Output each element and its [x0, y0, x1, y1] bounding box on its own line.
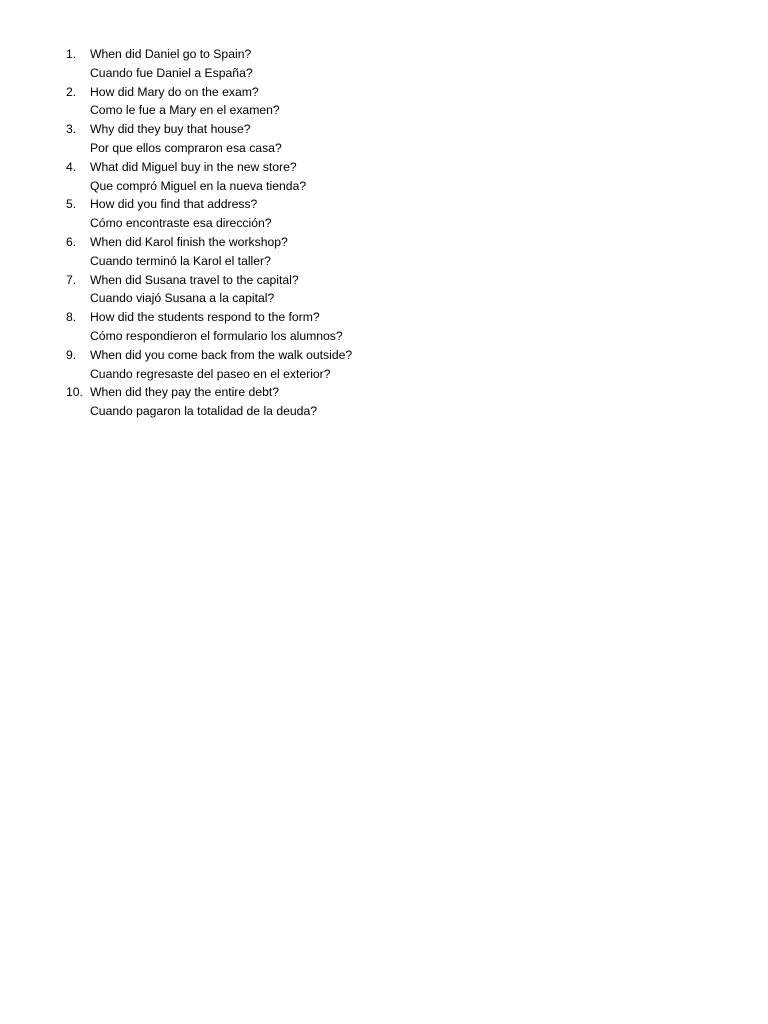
english-question: What did Miguel buy in the new store? [90, 159, 297, 174]
spanish-line [66, 64, 706, 83]
spanish-translation: Cuando terminó la Karol el taller? [90, 253, 271, 268]
english-line [66, 383, 706, 402]
english-line [66, 195, 706, 214]
spanish-translation: Cuando regresaste del paseo en el exterior? [90, 366, 331, 381]
list-item [66, 383, 706, 421]
item-number: 8. [66, 310, 77, 325]
spanish-translation: Por que ellos compraron esa casa? [90, 140, 282, 155]
item-number: 9. [66, 347, 77, 362]
english-question: How did Mary do on the exam? [90, 84, 259, 99]
list-item [66, 233, 706, 271]
english-line [66, 233, 706, 252]
spanish-line [66, 365, 706, 384]
spanish-line [66, 327, 706, 346]
english-line [66, 158, 706, 177]
spanish-translation: Cómo encontraste esa dirección? [90, 216, 272, 231]
item-number: 10. [66, 385, 83, 400]
list-item [66, 346, 706, 384]
english-question: When did you come back from the walk outside? [90, 347, 353, 362]
item-number: 5. [66, 197, 77, 212]
english-line [66, 346, 706, 365]
spanish-translation: Cuando fue Daniel a España? [90, 65, 253, 80]
english-line [66, 120, 706, 139]
english-question: When did they pay the entire debt? [90, 385, 280, 400]
question-list [66, 45, 706, 421]
spanish-line [66, 402, 706, 421]
item-number: 7. [66, 272, 77, 287]
spanish-translation: Que compró Miguel en la nueva tienda? [90, 178, 307, 193]
spanish-line [66, 177, 706, 196]
english-line [66, 83, 706, 102]
spanish-line [66, 289, 706, 308]
english-line [66, 308, 706, 327]
spanish-line [66, 139, 706, 158]
english-question: How did the students respond to the form? [90, 310, 320, 325]
english-question: When did Susana travel to the capital? [90, 272, 299, 287]
list-item [66, 271, 706, 309]
list-item [66, 308, 706, 346]
spanish-line [66, 252, 706, 271]
english-question: When did Karol finish the workshop? [90, 234, 288, 249]
item-number: 3. [66, 122, 77, 137]
spanish-translation: Cuando pagaron la totalidad de la deuda? [90, 404, 318, 419]
spanish-translation: Cuando viajó Susana a la capital? [90, 291, 275, 306]
english-question: How did you find that address? [90, 197, 258, 212]
list-item [66, 195, 706, 233]
spanish-translation: Cómo respondieron el formulario los alumnos? [90, 328, 343, 343]
item-number: 4. [66, 159, 77, 174]
item-number: 2. [66, 84, 77, 99]
english-line [66, 45, 706, 64]
english-question: Why did they buy that house? [90, 122, 251, 137]
list-item [66, 45, 706, 83]
english-line [66, 271, 706, 290]
item-number: 1. [66, 47, 77, 61]
item-number: 6. [66, 234, 77, 249]
list-item [66, 83, 706, 121]
spanish-line [66, 214, 706, 233]
english-question: When did Daniel go to Spain? [90, 47, 252, 61]
list-item [66, 120, 706, 158]
spanish-line [66, 101, 706, 120]
list-item [66, 158, 706, 196]
spanish-translation: Como le fue a Mary en el examen? [90, 103, 280, 118]
